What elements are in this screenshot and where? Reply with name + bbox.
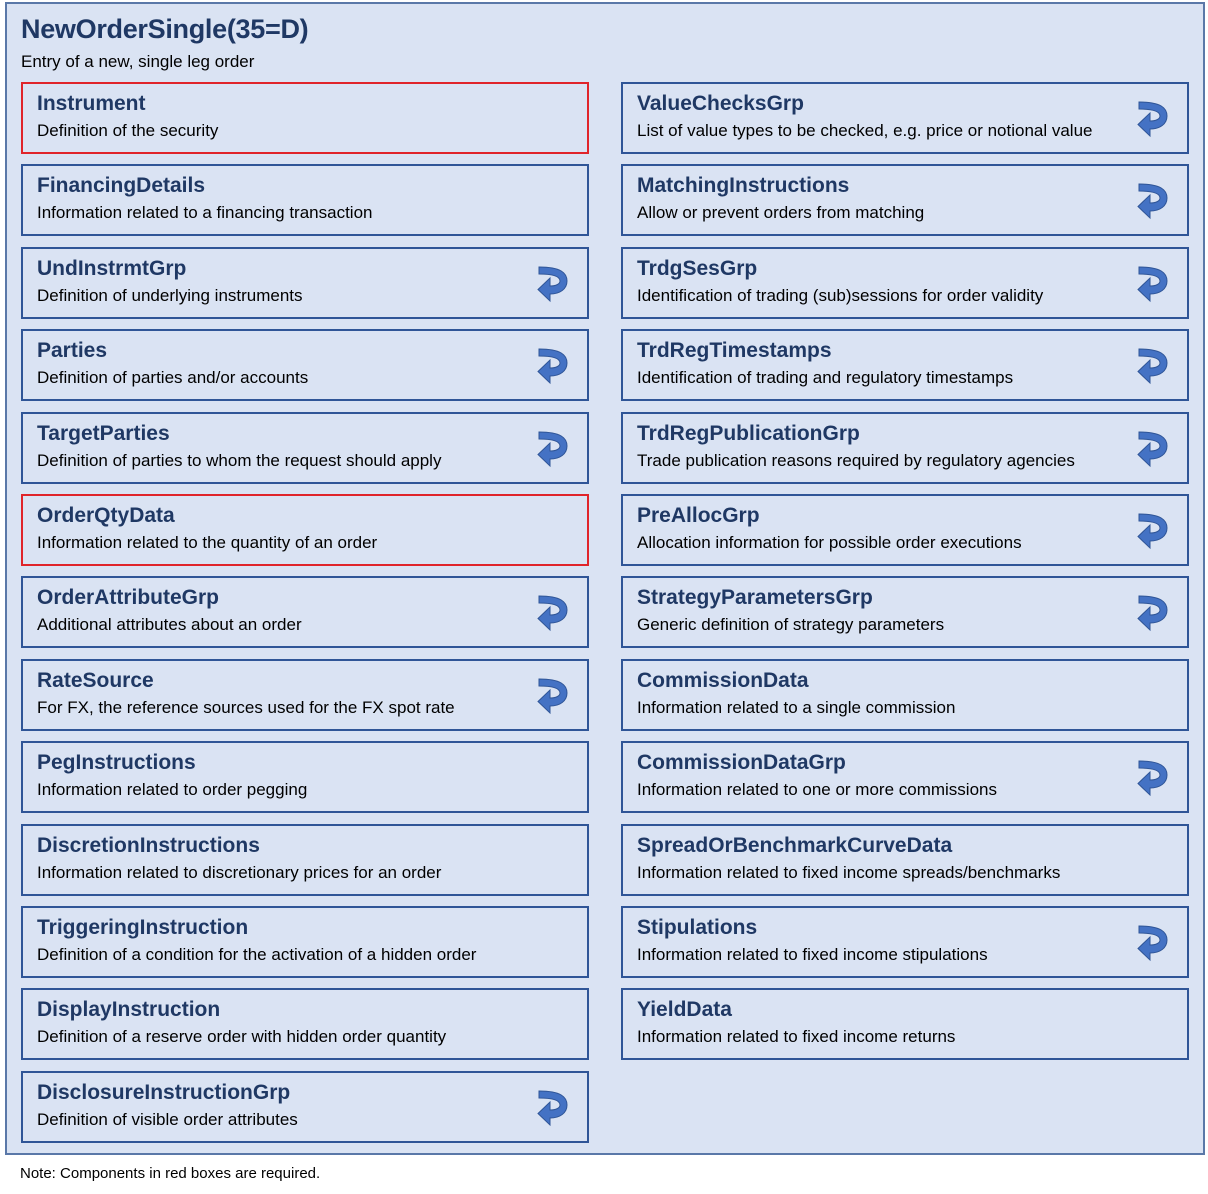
component-description: Information related to order pegging <box>37 780 308 799</box>
component-stipulations <box>621 906 1189 978</box>
message-panel <box>5 2 1205 1155</box>
component-name: ValueChecksGrp <box>637 92 804 115</box>
component-name: Stipulations <box>637 916 758 939</box>
repeating-group-arrow-icon <box>535 428 571 472</box>
repeating-group-arrow-icon <box>1135 510 1171 554</box>
component-commission-data-grp <box>621 741 1189 813</box>
component-name: UndInstrmtGrp <box>37 257 187 280</box>
component-name: DisplayInstruction <box>37 998 221 1021</box>
component-name: TargetParties <box>37 422 170 445</box>
component-description: Definition of underlying instruments <box>37 286 303 305</box>
component-financing-details <box>21 164 589 236</box>
component-description: Information related to fixed income spreads/benchmarks <box>637 863 1061 882</box>
component-description: Identification of trading (sub)sessions for order validity <box>637 286 1044 305</box>
component-description: Identification of trading and regulatory timestamps <box>637 368 1014 387</box>
component-peg-instructions <box>21 741 589 813</box>
component-spread-or-benchmark-curve-data <box>621 824 1189 896</box>
component-description: Definition of the security <box>37 121 219 140</box>
component-trdg-ses-grp <box>621 247 1189 319</box>
component-name: PreAllocGrp <box>637 504 760 527</box>
component-name: DiscretionInstructions <box>37 834 260 857</box>
repeating-group-arrow-icon <box>1135 592 1171 636</box>
component-description: Definition of visible order attributes <box>37 1110 298 1129</box>
component-name: FinancingDetails <box>37 174 206 197</box>
component-pre-alloc-grp <box>621 494 1189 566</box>
component-display-instruction <box>21 988 589 1060</box>
component-name: CommissionDataGrp <box>637 751 846 774</box>
component-rate-source <box>21 659 589 731</box>
component-name: PegInstructions <box>37 751 196 774</box>
component-name: RateSource <box>37 669 154 692</box>
component-target-parties <box>21 412 589 484</box>
component-description: Allocation information for possible order executions <box>637 533 1022 552</box>
component-parties <box>21 329 589 401</box>
component-matching-instructions <box>621 164 1189 236</box>
component-description: List of value types to be checked, e.g. price or notional value <box>637 121 1093 140</box>
component-description: For FX, the reference sources used for the FX spot rate <box>37 698 455 717</box>
component-triggering-instruction <box>21 906 589 978</box>
component-description: Information related to one or more commissions <box>637 780 997 799</box>
component-strategy-parameters-grp <box>621 576 1189 648</box>
repeating-group-arrow-icon <box>1135 757 1171 801</box>
component-name: StrategyParametersGrp <box>637 586 873 609</box>
component-description: Definition of a reserve order with hidden order quantity <box>37 1027 447 1046</box>
component-description: Definition of a condition for the activation of a hidden order <box>37 945 477 964</box>
footnote: Note: Components in red boxes are required. <box>20 1165 321 1182</box>
component-description: Information related to discretionary prices for an order <box>37 863 442 882</box>
component-name: YieldData <box>637 998 732 1021</box>
component-description: Information related to a single commission <box>637 698 956 717</box>
component-discretion-instructions <box>21 824 589 896</box>
repeating-group-arrow-icon <box>1135 345 1171 389</box>
component-trd-reg-timestamps <box>621 329 1189 401</box>
component-name: DisclosureInstructionGrp <box>37 1081 291 1104</box>
component-name: MatchingInstructions <box>637 174 850 197</box>
component-description: Definition of parties and/or accounts <box>37 368 309 387</box>
component-name: TrdRegPublicationGrp <box>637 422 860 445</box>
repeating-group-arrow-icon <box>535 675 571 719</box>
message-title: NewOrderSingle(35=D) <box>21 14 309 44</box>
component-description: Information related to the quantity of an order <box>37 533 378 552</box>
component-instrument <box>21 82 589 154</box>
component-description: Generic definition of strategy parameters <box>637 615 945 634</box>
component-name: Instrument <box>37 92 146 115</box>
component-description: Trade publication reasons required by regulatory agencies <box>637 451 1075 470</box>
component-disclosure-instruction-grp <box>21 1071 589 1143</box>
component-description: Allow or prevent orders from matching <box>637 203 925 222</box>
repeating-group-arrow-icon <box>535 263 571 307</box>
repeating-group-arrow-icon <box>1135 428 1171 472</box>
component-und-instrmt-grp <box>21 247 589 319</box>
repeating-group-arrow-icon <box>1135 263 1171 307</box>
component-name: SpreadOrBenchmarkCurveData <box>637 834 953 857</box>
repeating-group-arrow-icon <box>535 592 571 636</box>
component-description: Information related to fixed income returns <box>637 1027 956 1046</box>
component-name: OrderAttributeGrp <box>37 586 220 609</box>
component-commission-data <box>621 659 1189 731</box>
repeating-group-arrow-icon <box>535 345 571 389</box>
repeating-group-arrow-icon <box>1135 180 1171 224</box>
repeating-group-arrow-icon <box>1135 98 1171 142</box>
component-name: OrderQtyData <box>37 504 175 527</box>
component-trd-reg-publication-grp <box>621 412 1189 484</box>
component-name: Parties <box>37 339 108 362</box>
repeating-group-arrow-icon <box>1135 922 1171 966</box>
component-name: CommissionData <box>637 669 809 692</box>
component-description: Additional attributes about an order <box>37 615 302 634</box>
repeating-group-arrow-icon <box>535 1087 571 1131</box>
component-name: TrdgSesGrp <box>637 257 758 280</box>
component-order-attribute-grp <box>21 576 589 648</box>
component-order-qty-data <box>21 494 589 566</box>
component-description: Definition of parties to whom the request should apply <box>37 451 442 470</box>
component-value-checks-grp <box>621 82 1189 154</box>
component-yield-data <box>621 988 1189 1060</box>
component-name: TrdRegTimestamps <box>637 339 832 362</box>
message-subtitle: Entry of a new, single leg order <box>21 52 255 71</box>
component-description: Information related to a financing transaction <box>37 203 373 222</box>
component-name: TriggeringInstruction <box>37 916 249 939</box>
component-description: Information related to fixed income stipulations <box>637 945 988 964</box>
